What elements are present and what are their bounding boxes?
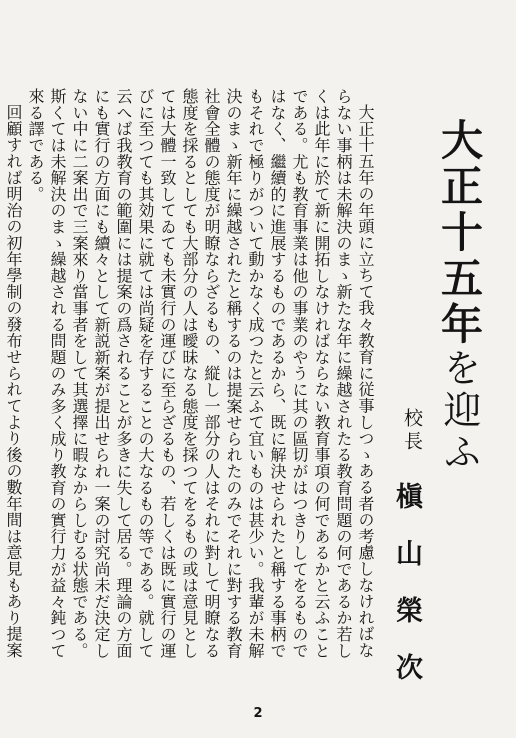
article-body (4, 88, 376, 668)
title-main: 大正十五年 (435, 118, 484, 348)
title-suffix: を迎ふ (437, 348, 481, 474)
author-byline (387, 408, 426, 710)
page-number: 2 (253, 706, 263, 721)
body-paragraph: 回顧すれば明治の初年學制の發布せられてより後の數年間は意見もあり提案 (4, 104, 23, 659)
article-title (435, 118, 484, 474)
author-name: 槇山榮次 (391, 482, 422, 710)
body-paragraph: 大正十五年の年頭に立ちて我々教育に従事しつゝある者の考慮しなければならない事柄は未解決のまゝ新たな年に繰越されたる教育問題の何であるか若しくは此年に於て新に開拓しなければならない教育事項の何であるかと云ふことである。尤も教育事業は他の事業のやうに其の區切がはつきりしてをるものではなく、繼續的に進展するものであるから、既に解決せられたと稱する事柄でもそれで極りがついて動かなく成つたと云ふて宜いものは甚少い。我輩が未解決のまゝ新年に繰越されたと稱するのは提案せられたのみでそれに對する教育社會全體の態度が明瞭ならざるもの、縦し一部分の人はそれに對して明瞭なる態度を採るとしても大部分の人は曖昧なる態度を採つてをるもの或は意見としては大體一致してゐても未實行の運びに至らざるもの、若しくは既に實行の運びに至つても其効果に就ては尚疑を存することの大なるもの等である。就して云へば我教育の範圍には提案の爲されることが多きに失して居る。理論の方面にも實行の方面にも續々として新説新案が提出せられ一案の討究尚未だ決定しない中に二案出で三案來り當事者をして其選擇に暇なからしむる状態である。斯くては未解決のまゝ繰越される問題のみ多く成り教育の實行力が益々鈍つて來る譯である。 (26, 88, 375, 659)
author-role: 校長 (401, 408, 423, 454)
